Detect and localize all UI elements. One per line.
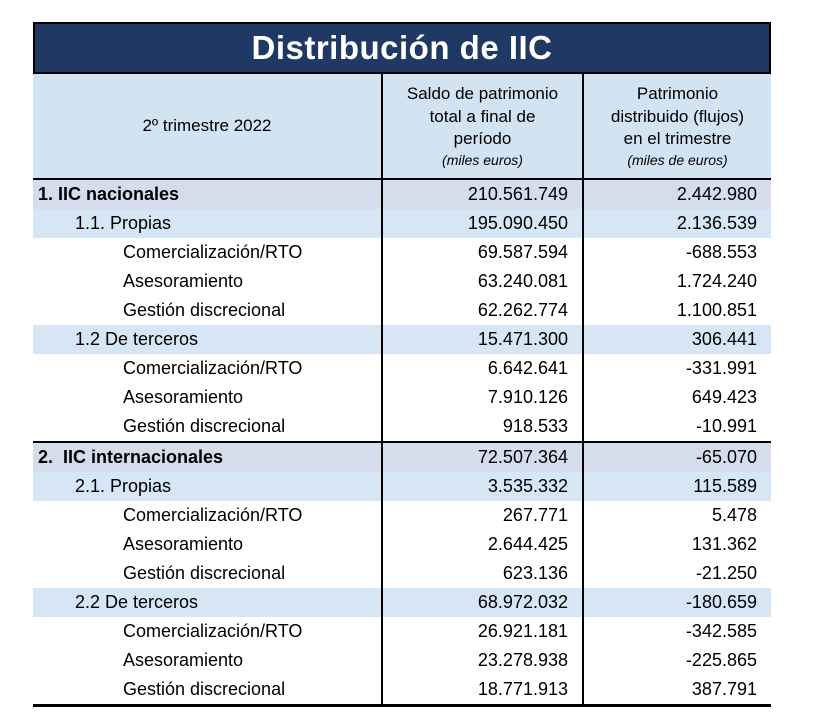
cell-flows: 306.441 [582,325,771,354]
cell-label: 1.1. Propias [75,213,172,233]
header-flows-cell [582,74,771,178]
table-row [33,646,771,675]
table-row [33,238,771,267]
cell-flows: 1.100.851 [582,296,771,325]
cell-balance: 72.507.364 [381,443,582,472]
header-period-label: 2º trimestre 2022 [142,116,272,135]
table-header-row [33,74,771,180]
cell-label: Asesoramiento [123,650,244,670]
cell-balance: 6.642.641 [381,354,582,383]
cell-label: Gestión discrecional [123,563,286,583]
cell-balance: 69.587.594 [381,238,582,267]
cell-balance: 2.644.425 [381,530,582,559]
cell-label: Comercialización/RTO [123,505,303,525]
cell-balance: 26.921.181 [381,617,582,646]
cell-flows: -688.553 [582,238,771,267]
cell-balance: 18.771.913 [381,675,582,704]
cell-balance: 15.471.300 [381,325,582,354]
cell-balance: 7.910.126 [381,383,582,412]
iic-distribution-table [33,22,771,707]
cell-flows: 2.442.980 [582,180,771,209]
table-row [33,472,771,501]
cell-flows: -225.865 [582,646,771,675]
cell-balance: 267.771 [381,501,582,530]
cell-flows: -331.991 [582,354,771,383]
cell-balance: 918.533 [381,412,582,441]
cell-label: Comercialización/RTO [123,621,303,641]
table-row [33,588,771,617]
cell-balance: 195.090.450 [381,209,582,238]
header-flows-line: Patrimonio [636,84,719,104]
cell-flows: -65.070 [582,443,771,472]
cell-flows: -342.585 [582,617,771,646]
cell-flows: -10.991 [582,412,771,441]
header-flows-unit: (miles de euros) [627,151,728,168]
header-balance-cell [381,74,582,178]
cell-label: Comercialización/RTO [123,358,303,378]
cell-balance: 63.240.081 [381,267,582,296]
table-row [33,267,771,296]
table-row [33,675,771,704]
table-row [33,559,771,588]
table-title: Distribución de IIC [251,29,553,66]
table-row [33,383,771,412]
cell-label: Asesoramiento [123,534,244,554]
table-row [33,325,771,354]
cell-label: Gestión discrecional [123,300,286,320]
cell-balance: 23.278.938 [381,646,582,675]
cell-label: Gestión discrecional [123,679,286,699]
cell-flows: 5.478 [582,501,771,530]
header-period-cell [33,74,381,178]
cell-flows: 387.791 [582,675,771,704]
table-body [33,180,771,707]
cell-label: Asesoramiento [123,387,244,407]
table-row [33,354,771,383]
header-balance-line: Saldo de patrimonio [406,84,559,104]
cell-flows: 131.362 [582,530,771,559]
table-row [33,412,771,441]
cell-flows: 649.423 [582,383,771,412]
header-balance-line: total a final de [429,106,536,126]
cell-label: 1. IIC nacionales [38,184,180,204]
cell-balance: 210.561.749 [381,180,582,209]
header-balance-unit: (miles euros) [442,151,523,168]
cell-label: 2.1. Propias [75,476,172,496]
table-row [33,296,771,325]
cell-label: 2.2 De terceros [75,592,199,612]
cell-balance: 68.972.032 [381,588,582,617]
table-title-bar [33,22,771,74]
cell-flows: -180.659 [582,588,771,617]
table-row [33,530,771,559]
header-flows-line: distribuido (flujos) [610,106,745,126]
cell-flows: 1.724.240 [582,267,771,296]
cell-flows: 2.136.539 [582,209,771,238]
table-row [33,180,771,209]
cell-balance: 3.535.332 [381,472,582,501]
cell-label: Comercialización/RTO [123,242,303,262]
table-row [33,617,771,646]
table-row [33,501,771,530]
header-balance-line: período [453,129,512,149]
table-row [33,441,771,472]
cell-label: 2. IIC internacionales [38,447,224,467]
cell-balance: 623.136 [381,559,582,588]
cell-balance: 62.262.774 [381,296,582,325]
cell-label: Asesoramiento [123,271,244,291]
cell-flows: -21.250 [582,559,771,588]
header-flows-line: en el trimestre [623,129,732,149]
cell-flows: 115.589 [582,472,771,501]
cell-label: 1.2 De terceros [75,329,199,349]
table-row [33,209,771,238]
cell-label: Gestión discrecional [123,416,286,436]
